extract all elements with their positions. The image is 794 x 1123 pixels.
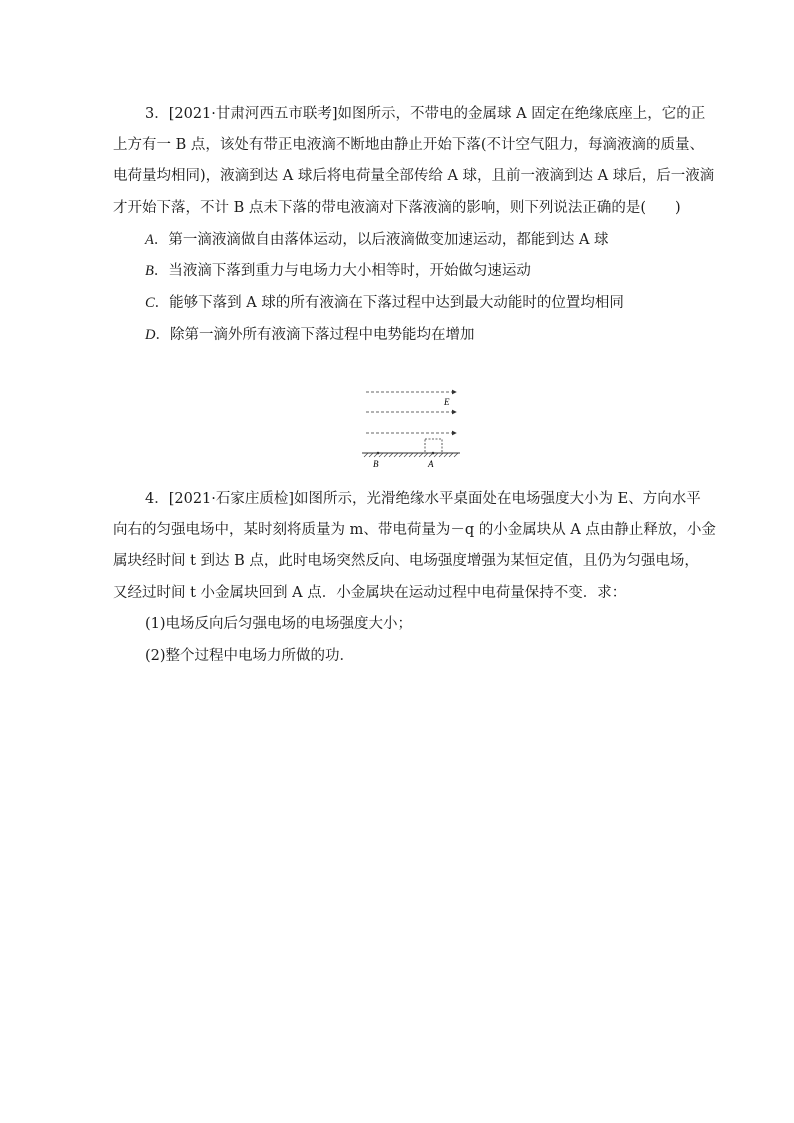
question-3-line-4: 才开始下落，不计 B 点未下落的带电液滴对下落液滴的影响，则下列说法正确的是( )	[113, 200, 681, 216]
option-d-letter: D	[145, 327, 156, 343]
point-a-label: A	[428, 459, 434, 469]
sub-question-2: (2)整个过程中电场力所做的功．	[145, 648, 355, 664]
option-d	[145, 325, 474, 345]
point-b-dot	[377, 452, 380, 455]
question-4-line-2: 向右的匀强电场中，某时刻将质量为 m、带电荷量为－q 的小金属块从 A 点由静止释放，小金	[113, 522, 716, 538]
sub-question-1: (1)电场反向后匀强电场的电场强度大小；	[145, 616, 413, 632]
field-label: E	[444, 397, 450, 407]
electric-field-figure	[356, 384, 466, 474]
option-b-text: ．当液滴下落到重力与电场力大小相等时，开始做匀速运动	[153, 263, 531, 279]
option-c-letter: C	[145, 295, 155, 311]
option-b-letter: B	[145, 263, 154, 279]
option-a	[145, 230, 609, 250]
point-b-label: B	[373, 459, 379, 469]
question-4-line-4: 又经过时间 t 小金属块回到 A 点．小金属块在运动过程中电荷量保持不变．求：	[113, 585, 627, 601]
question-3-line-1: 3．[2021·甘肃河西五市联考]如图所示，不带电的金属球 A 固定在绝缘底座上，它的正	[145, 106, 706, 122]
metal-block	[425, 439, 442, 453]
option-a-letter: A	[145, 232, 154, 248]
option-b	[145, 261, 531, 281]
option-a-text: ．第一滴液滴做自由落体运动，以后液滴做变加速运动，都能到达 A 球	[153, 232, 609, 248]
option-c	[145, 293, 624, 313]
point-a-dot	[432, 452, 435, 455]
question-3-line-2: 上方有一 B 点，该处有带正电液滴不断地由静止开始下落(不计空气阻力，每滴液滴的质量、	[113, 137, 705, 153]
question-4-line-1: 4．[2021·石家庄质检]如图所示，光滑绝缘水平桌面处在电场强度大小为 E、方向水平	[145, 491, 701, 507]
option-d-text: ．除第一滴外所有液滴下落过程中电势能均在增加	[155, 327, 475, 343]
question-3-line-3: 电荷量均相同)，液滴到达 A 球后将电荷量全部传给 A 球，且前一液滴到达 A 球后，后一液滴	[113, 168, 715, 184]
question-4-line-3: 属块经时间 t 到达 B 点，此时电场突然反向、电场强度增强为某恒定值，且仍为匀强电场，	[113, 553, 699, 569]
option-c-text: ．能够下落到 A 球的所有液滴在下落过程中达到最大动能时的位置均相同	[154, 295, 624, 311]
